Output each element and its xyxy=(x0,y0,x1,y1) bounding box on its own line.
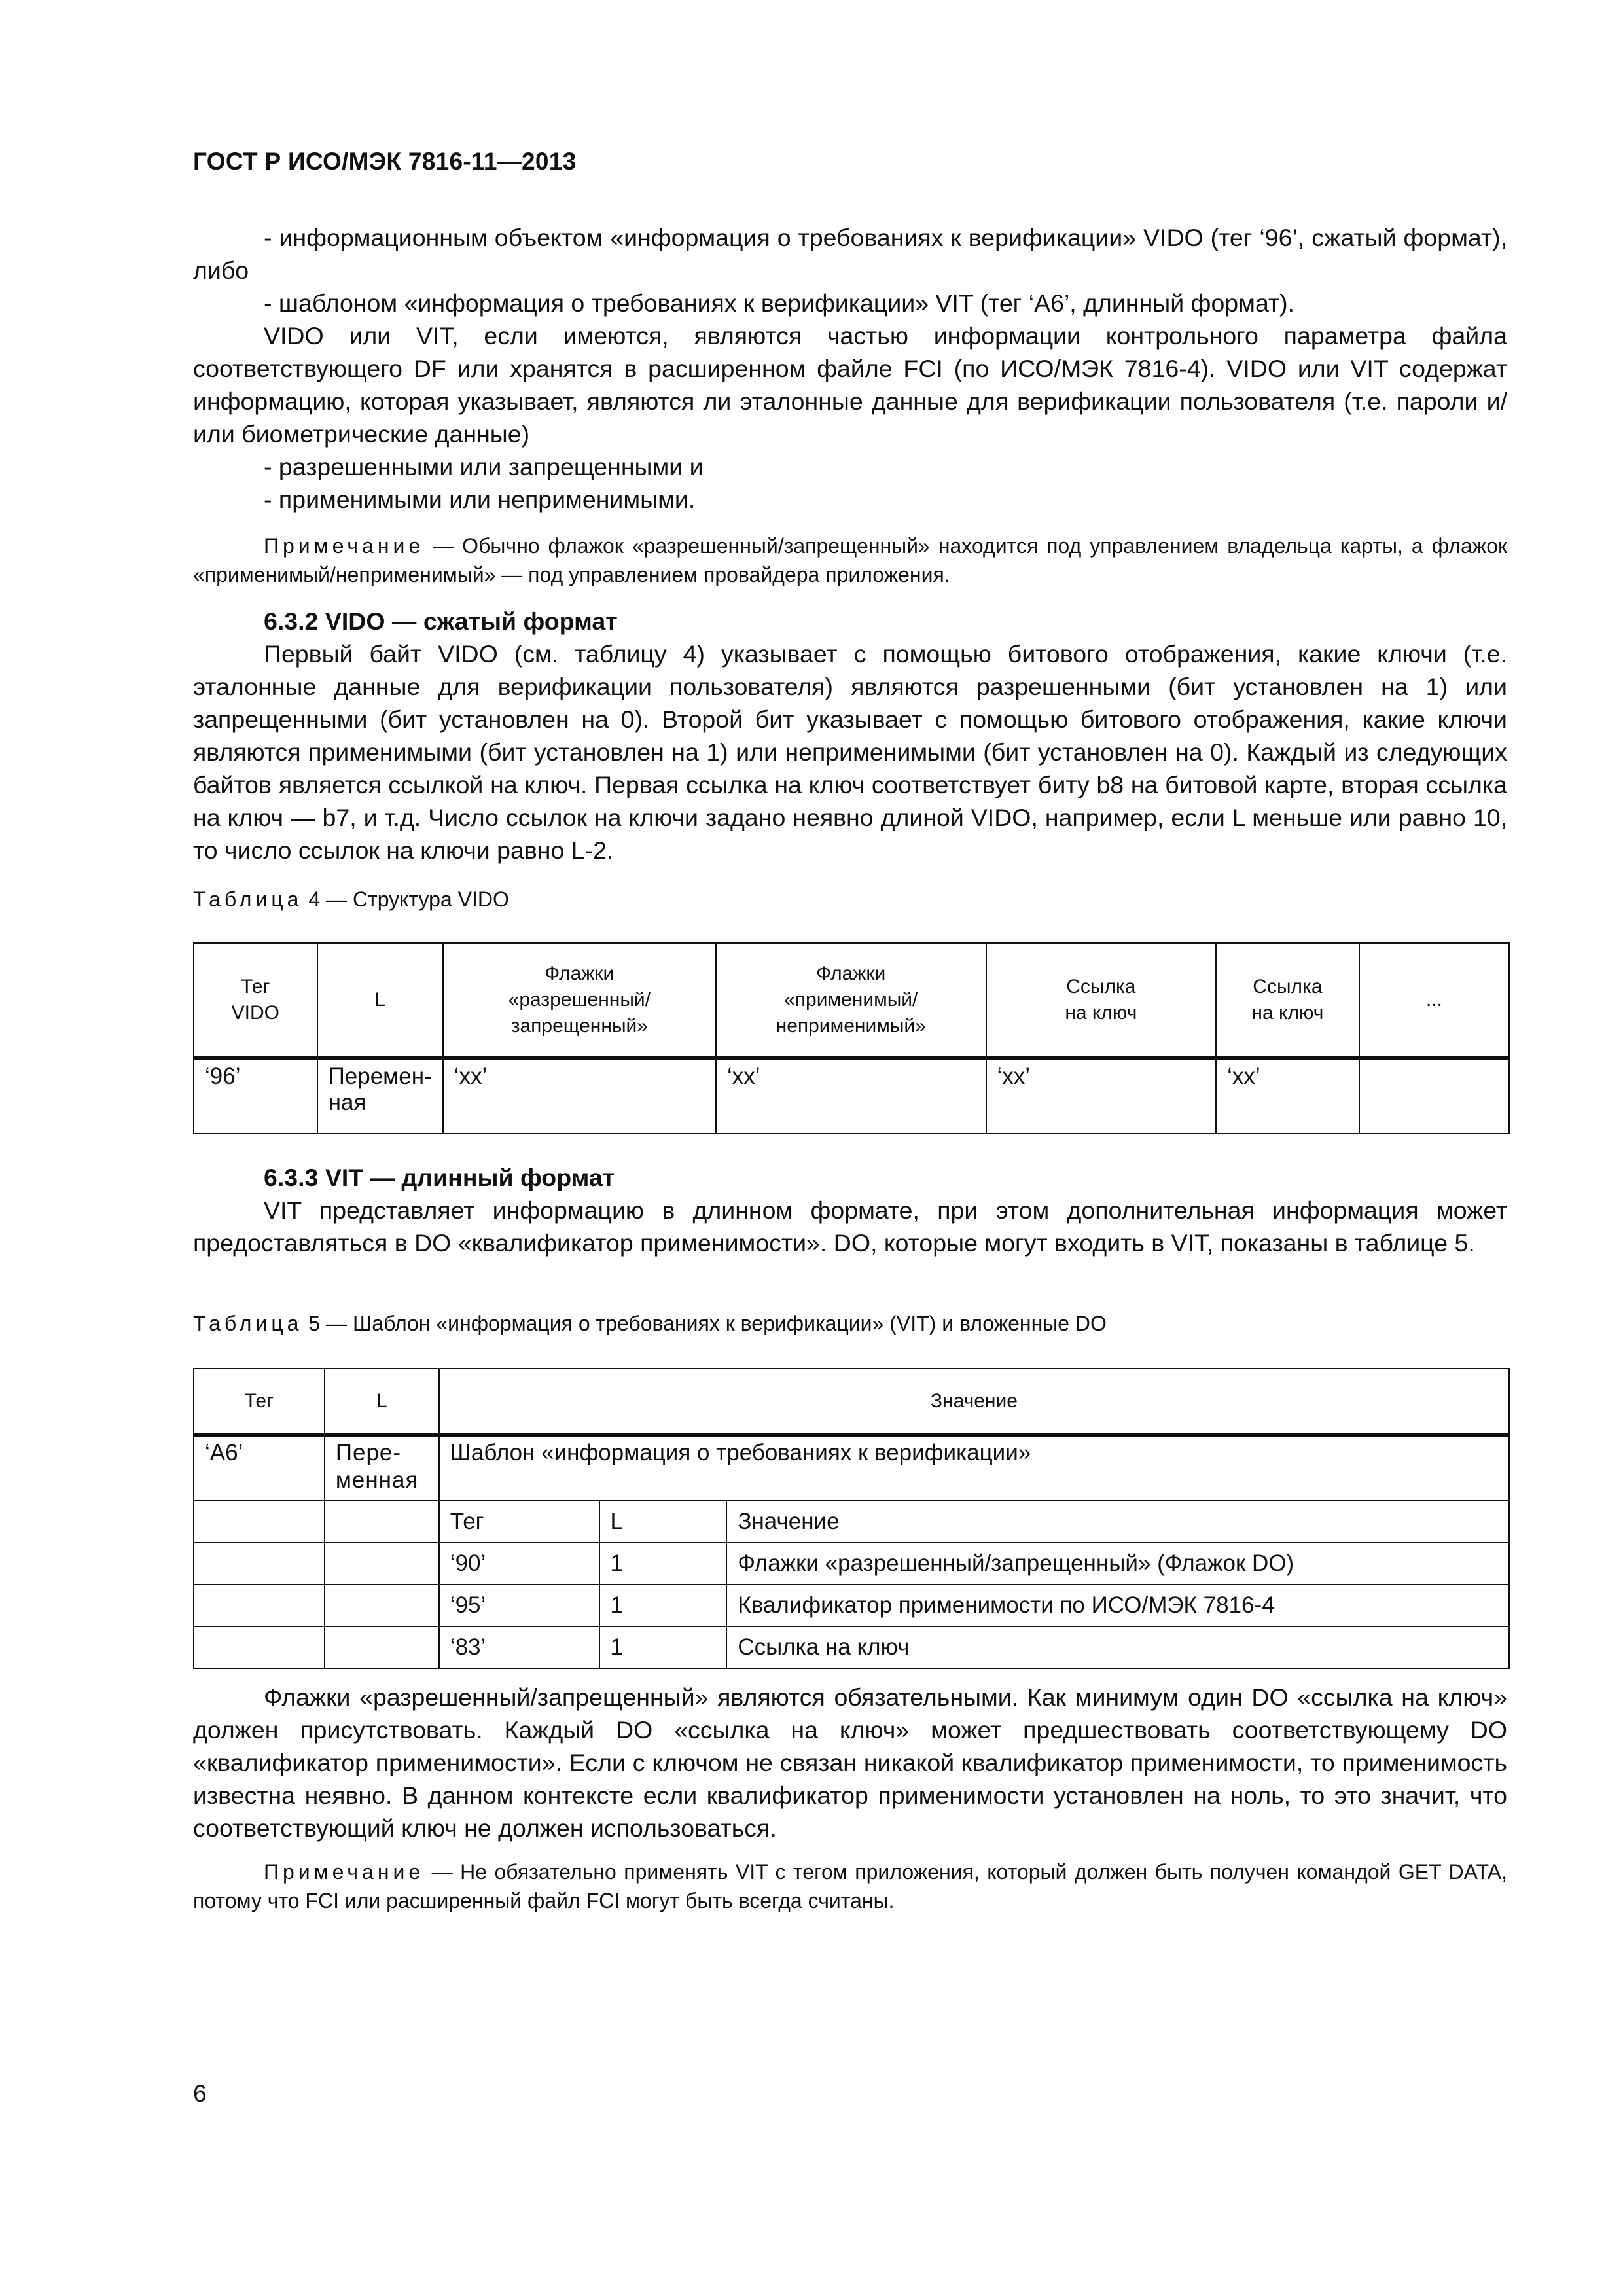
page-number: 6 xyxy=(193,2080,207,2107)
intro-paragraph-2: - шаблоном «информация о требованиях к верификации» VIT (тег ‘A6’, длинный формат). xyxy=(264,289,1295,317)
table-4-cell: ‘xx’ xyxy=(443,1058,716,1134)
table-4-header-cell: Флажки «применимый/ неприменимый» xyxy=(716,943,986,1058)
table-5-subheader-row xyxy=(194,1501,1509,1543)
note-1-label: Примечание xyxy=(264,534,425,558)
table-4-caption-label: Таблица xyxy=(193,888,303,911)
table-5-header-cell: L xyxy=(325,1369,439,1435)
table-4-caption-text: 4 — Структура VIDO xyxy=(302,888,509,911)
section-6-3-3 xyxy=(193,1161,1507,1259)
table-5-cell: Ссылка на ключ xyxy=(726,1626,1509,1668)
table-5-cell: ‘A6’ xyxy=(194,1435,325,1501)
table-5-cell: 1 xyxy=(599,1626,727,1668)
table-4-header-row xyxy=(194,943,1509,1058)
table-5-header-cell: Значение xyxy=(439,1369,1509,1435)
table-4-cell: ‘xx’ xyxy=(1216,1058,1359,1134)
table-4-cell: ‘96’ xyxy=(194,1058,317,1134)
table-4-caption xyxy=(193,885,1507,914)
table-4-row xyxy=(194,1058,1509,1134)
intro-section xyxy=(193,221,1507,516)
table-4-header-cell: Ссылка на ключ xyxy=(1216,943,1359,1058)
note-1 xyxy=(193,531,1507,589)
table-5-cell: ‘83’ xyxy=(439,1626,599,1668)
closing-section xyxy=(193,1681,1507,1844)
note-2-label: Примечание xyxy=(264,1860,425,1884)
table-4-header-cell: Ссылка на ключ xyxy=(986,943,1217,1058)
section-6-3-2 xyxy=(193,605,1507,867)
table-4-header-cell: L xyxy=(317,943,443,1058)
section-6-3-2-heading: 6.3.2 VIDO — сжатый формат xyxy=(264,607,618,635)
table-4-cell xyxy=(1359,1058,1509,1134)
table-5-row xyxy=(194,1435,1509,1501)
document-header: ГОСТ Р ИСО/МЭК 7816-11—2013 xyxy=(193,148,577,175)
table-4-header-cell: Тег VIDO xyxy=(194,943,317,1058)
table-4-header-cell: ... xyxy=(1359,943,1509,1058)
table-5-cell: Пере- менная xyxy=(325,1435,439,1501)
section-6-3-3-heading: 6.3.3 VIT — длинный формат xyxy=(264,1164,615,1191)
section-6-3-3-body: VIT представляет информацию в длинном формате, при этом дополнительная информация может предоставляться в DO «квалификатор применимости». DO, которые могут входить в VIT, показаны в таблице 5. xyxy=(193,1196,1507,1257)
table-5-header-row xyxy=(194,1369,1509,1435)
table-5-cell: Шаблон «информация о требованиях к верификации» xyxy=(439,1435,1509,1501)
table-5-cell: 1 xyxy=(599,1543,727,1585)
table-4-cell: Перемен- ная xyxy=(317,1058,443,1134)
table-5 xyxy=(193,1368,1510,1669)
table-5-cell: Флажки «разрешенный/запрещенный» (Флажок DO) xyxy=(726,1543,1509,1585)
section-6-3-2-body: Первый байт VIDO (см. таблицу 4) указывает с помощью битового отображения, какие ключи (т.е. эталонные данные для верификации пользователя) являются разрешенными (бит установлен на 1) или запрещенными (бит установлен на 0). Второй бит указывает с помощью битового отображения, какие ключи являются применимыми (бит установлен на 1) или неприменимыми (бит установлен на 0). Каждый из следующих байтов является ссылкой на ключ. Первая ссылка на ключ соответствует биту b8 на битовой карте, вторая ссылка на ключ — b7, и т.д. Число ссылок на ключи задано неявно длиной VIDO, например, если L меньше или равно 10, то число ссылок на ключи равно L-2. xyxy=(193,640,1507,864)
table-5-subheader-cell: Значение xyxy=(726,1501,1509,1543)
table-4-header-cell: Флажки «разрешенный/ запрещенный» xyxy=(443,943,716,1058)
table-5-header-cell: Тег xyxy=(194,1369,325,1435)
table-5-caption-text: 5 — Шаблон «информация о требованиях к верификации» (VIT) и вложенные DO xyxy=(302,1312,1107,1335)
note-1-text: — Обычно флажок «разрешенный/запрещенный» находится под управлением владельца карты, а флажок «применимый/неприменимый» — под управлением провайдера приложения. xyxy=(193,534,1507,586)
table-5-subheader-cell: L xyxy=(599,1501,727,1543)
table-4 xyxy=(193,942,1510,1134)
table-4-cell: ‘xx’ xyxy=(716,1058,986,1134)
intro-paragraph-4: - разрешенными или запрещенными и xyxy=(264,453,704,480)
table-5-row xyxy=(194,1626,1509,1668)
note-2 xyxy=(193,1857,1507,1915)
table-5-cell: ‘95’ xyxy=(439,1585,599,1626)
table-5-caption-label: Таблица xyxy=(193,1312,303,1335)
table-5-cell: Квалификатор применимости по ИСО/МЭК 7816-4 xyxy=(726,1585,1509,1626)
closing-paragraph: Флажки «разрешенный/запрещенный» являются обязательными. Как минимум один DO «ссылка на ключ» должен присутствовать. Каждый DO «ссылка на ключ» может предшествовать соответствующему DO «квалификатор применимости». Если с ключом не связан никакой квалификатор применимости, то применимость известна неявно. В данном контексте если квалификатор применимости установлен на ноль, то это значит, что соответствующий ключ не должен использоваться. xyxy=(193,1683,1507,1842)
table-5-row xyxy=(194,1543,1509,1585)
table-4-cell: ‘xx’ xyxy=(986,1058,1217,1134)
table-5-cell: 1 xyxy=(599,1585,727,1626)
table-5-cell: ‘90’ xyxy=(439,1543,599,1585)
table-5-row xyxy=(194,1585,1509,1626)
table-5-caption xyxy=(193,1309,1507,1338)
table-5-subheader-cell: Тег xyxy=(439,1501,599,1543)
intro-paragraph-5: - применимыми или неприменимыми. xyxy=(264,486,696,513)
intro-paragraph-3: VIDO или VIT, если имеются, являются частью информации контрольного параметра файла соответствующего DF или хранятся в расширенном файле FCI (по ИСО/МЭК 7816-4). VIDO или VIT содержат информацию, которая указывает, являются ли эталонные данные для верификации пользователя (т.е. пароли и/или биометрические данные) xyxy=(193,322,1507,448)
intro-paragraph-1: - информационным объектом «информация о требованиях к верификации» VIDO (тег ‘96’, сжатый формат), либо xyxy=(193,224,1507,284)
note-2-text: — Не обязательно применять VIT с тегом приложения, который должен быть получен командой GET DATA, потому что FCI или расширенный файл FCI могут быть всегда считаны. xyxy=(193,1860,1507,1912)
